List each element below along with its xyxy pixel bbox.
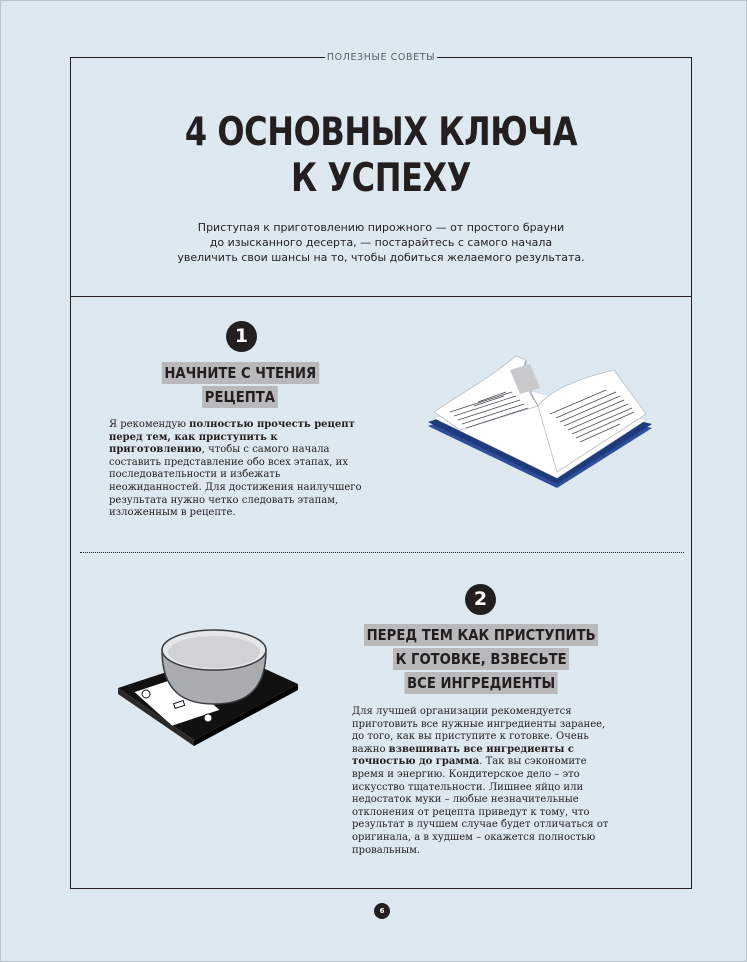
tip-2-heading-line-2: К ГОТОВКЕ, ВЗВЕСЬТЕ (393, 648, 569, 670)
tip-1-heading-line-1: НАЧНИТЕ С ЧТЕНИЯ (161, 362, 318, 384)
intro-paragraph (150, 220, 612, 265)
title-line-1: 4 ОСНОВНЫХ КЛЮЧА (184, 110, 578, 155)
tip-2-text-bold: взвешивать все ингредиенты с точностью до грамма (352, 743, 575, 768)
kitchen-scale-icon (112, 622, 302, 752)
section-tag: ПОЛЕЗНЫЕ СОВЕТЫ (325, 49, 437, 67)
tips-divider (80, 552, 684, 553)
tip-2-heading (330, 623, 632, 695)
tip-2-text-part-1: Для лучшей организации рекомендуется приготовить все нужные ингредиенты заранее, до того, как вы приступите к готовке. Очень важно (352, 706, 606, 755)
tip-2-heading-line-1: ПЕРЕД ТЕМ КАК ПРИСТУПИТЬ (364, 624, 598, 646)
tip-1-heading (110, 361, 370, 409)
tip-1-text (109, 419, 373, 520)
tip-2-text-part-2: . Так вы сэкономите время и энергию. Кондитерское дело – это искусство тщательности. Лишнее яйцо или недостаток муки – любые незначительные отклонения от рецепта приведут к тому, что результат в лучшем случае будет отличаться от оригинала, а в худшем – окажется полностью провальным. (352, 756, 609, 856)
intro-line-1: Приступая к приготовлению пирожного — от простого брауни (197, 221, 565, 234)
title-line-2: К УСПЕХУ (290, 156, 472, 201)
tip-2-number-badge: 2 (465, 584, 496, 615)
tip-2-text (352, 706, 614, 857)
tip-1-text-part-1: Я рекомендую (109, 419, 190, 430)
page-number: 6 (374, 903, 390, 919)
tip-2-heading-line-3: ВСЕ ИНГРЕДИЕНТЫ (404, 672, 557, 694)
tip-1-text-part-2: , чтобы с самого начала составить представление обо всех этапах, их последовательности и избежать неожиданностей. Для достижения наилучшего результата нужно четко следовать этапам, изложенным в рецепте. (109, 444, 362, 519)
tip-1-text-bold: полностью прочесть рецепт перед тем, как приступить к приготовлению (109, 419, 355, 456)
header-divider (70, 296, 692, 297)
intro-line-3: увеличить свои шансы на то, чтобы добиться желаемого результата. (177, 251, 585, 264)
intro-line-2: до изысканного десерта, — постарайтесь с самого начала (209, 236, 553, 249)
open-book-icon (420, 348, 660, 498)
tip-1-number-badge: 1 (226, 321, 257, 352)
tip-1-heading-line-2: РЕЦЕПТА (202, 386, 278, 408)
page-title (126, 110, 636, 202)
